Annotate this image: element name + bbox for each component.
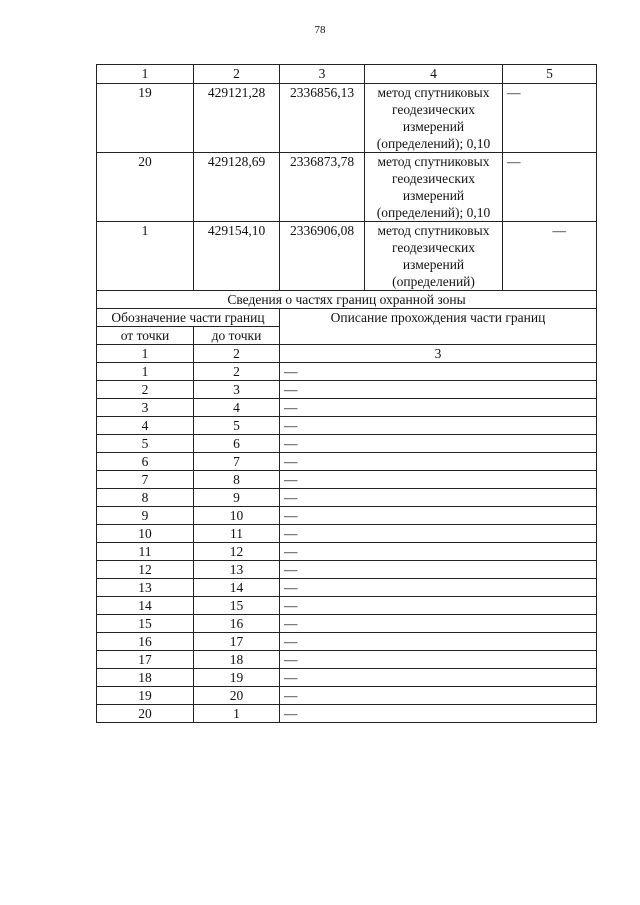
table-row [97,543,597,561]
from-point: 17 [97,651,194,669]
coord-y: 2336856,13 [280,84,365,153]
to-point: 19 [194,669,280,687]
to-point: 18 [194,651,280,669]
section-title-row [97,291,597,309]
coord-header-cell: 4 [365,65,503,84]
page-number: 78 [314,24,326,36]
coord-header-row [97,65,597,84]
segment-description: — [280,363,597,381]
from-point: 16 [97,633,194,651]
table-row [97,633,597,651]
segment-description: — [280,705,597,723]
parts-number-cell: 1 [97,345,194,363]
from-point: 1 [97,363,194,381]
table-row [97,561,597,579]
segment-description: — [280,453,597,471]
coord-x: 429121,28 [194,84,280,153]
note-cell: — [503,222,597,291]
from-point-header: от точки [97,327,194,345]
from-point: 2 [97,381,194,399]
table-row [97,471,597,489]
table-row [97,669,597,687]
coord-row [97,84,597,153]
from-point: 4 [97,417,194,435]
from-point: 6 [97,453,194,471]
section-title: Сведения о частях границ охранной зоны [97,291,597,309]
segment-description: — [280,489,597,507]
coord-header-cell: 1 [97,65,194,84]
from-point: 5 [97,435,194,453]
table-row [97,399,597,417]
coord-header-cell: 3 [280,65,365,84]
table-row [97,651,597,669]
to-point: 1 [194,705,280,723]
to-point: 4 [194,399,280,417]
method-cell [365,222,503,291]
coord-x: 429154,10 [194,222,280,291]
from-point: 11 [97,543,194,561]
coord-row [97,222,597,291]
method-cell [365,153,503,222]
segment-description: — [280,471,597,489]
segment-description: — [280,525,597,543]
parts-number-cell: 3 [280,345,597,363]
point-number: 19 [97,84,194,153]
to-point: 8 [194,471,280,489]
from-point: 19 [97,687,194,705]
table-row [97,705,597,723]
to-point: 20 [194,687,280,705]
designation-header: Обозначение части границ [97,309,280,327]
method-line: геодезических [392,102,475,117]
to-point: 7 [194,453,280,471]
to-point: 9 [194,489,280,507]
table-row [97,363,597,381]
method-line: геодезических [392,171,475,186]
coord-header-cell: 2 [194,65,280,84]
segment-description: — [280,561,597,579]
to-point: 10 [194,507,280,525]
to-point: 5 [194,417,280,435]
to-point-header: до точки [194,327,280,345]
table-row [97,435,597,453]
from-point: 8 [97,489,194,507]
table-row [97,597,597,615]
segment-description: — [280,417,597,435]
from-point: 20 [97,705,194,723]
from-point: 15 [97,615,194,633]
segments-body [97,363,597,723]
to-point: 17 [194,633,280,651]
method-line: метод спутниковых [377,223,490,238]
table-row [97,489,597,507]
segment-description: — [280,381,597,399]
from-point: 10 [97,525,194,543]
method-line: геодезических [392,240,475,255]
method-line: (определений); 0,10 [376,136,491,151]
coord-x: 429128,69 [194,153,280,222]
segment-description: — [280,651,597,669]
method-line: измерений [402,188,465,203]
to-point: 15 [194,597,280,615]
segment-description: — [280,633,597,651]
method-line: (определений) [392,274,475,289]
parts-number-row [97,345,597,363]
from-point: 3 [97,399,194,417]
from-point: 9 [97,507,194,525]
boundary-table [96,64,597,723]
note-cell: — [503,153,597,222]
point-number: 1 [97,222,194,291]
to-point: 6 [194,435,280,453]
coord-row [97,153,597,222]
table-row [97,417,597,435]
from-point: 14 [97,597,194,615]
segment-description: — [280,435,597,453]
parts-number-cell: 2 [194,345,280,363]
table-row [97,453,597,471]
coord-header-cell: 5 [503,65,597,84]
to-point: 2 [194,363,280,381]
to-point: 13 [194,561,280,579]
segment-description: — [280,507,597,525]
from-point: 7 [97,471,194,489]
segment-description: — [280,579,597,597]
segment-description: — [280,615,597,633]
point-number: 20 [97,153,194,222]
method-line: измерений [402,119,465,134]
coord-y: 2336906,08 [280,222,365,291]
coord-y: 2336873,78 [280,153,365,222]
note-cell: — [503,84,597,153]
method-line: метод спутниковых [377,85,490,100]
table-row [97,525,597,543]
table-row [97,507,597,525]
segment-description: — [280,597,597,615]
parts-header-row [97,309,597,327]
segment-description: — [280,687,597,705]
from-point: 13 [97,579,194,597]
method-cell [365,84,503,153]
method-line: (определений); 0,10 [376,205,491,220]
to-point: 12 [194,543,280,561]
segment-description: — [280,543,597,561]
table-row [97,579,597,597]
segment-description: — [280,669,597,687]
from-point: 12 [97,561,194,579]
table-row [97,381,597,399]
to-point: 16 [194,615,280,633]
to-point: 14 [194,579,280,597]
to-point: 11 [194,525,280,543]
method-line: измерений [402,257,465,272]
description-header: Описание прохождения части границ [280,309,597,345]
to-point: 3 [194,381,280,399]
method-line: метод спутниковых [377,154,490,169]
table-row [97,687,597,705]
segment-description: — [280,399,597,417]
table-row [97,615,597,633]
from-point: 18 [97,669,194,687]
